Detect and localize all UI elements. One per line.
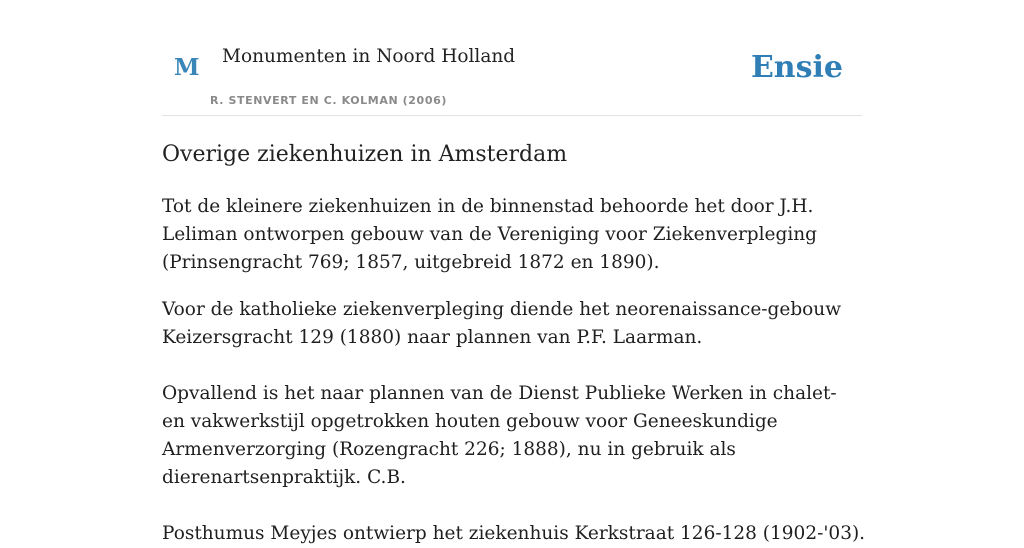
source-author: R. STENVERT EN C. KOLMAN (2006) [210, 94, 447, 107]
article-paragraph: Opvallend is het naar plannen van de Dienst Publieke Werken in chalet- en vakwerkstijl opgetrokken houten gebouw voor Geneeskundige Armenverzorging (Rozengracht 226; 1888), nu in gebruik als dierenartsenpraktijk. C.B. [162, 383, 837, 488]
article-body [162, 140, 866, 548]
article-paragraph: Posthumus Meyjes ontwierp het ziekenhuis Kerkstraat 126-128 (1902-'03). [162, 523, 866, 544]
article-paragraph: Tot de kleinere ziekenhuizen in de binnenstad behoorde het door J.H. Leliman ontworpen gebouw van de Vereniging voor Ziekenverpleging (Prinsengracht 769; 1857, uitgebreid 1872 en 1890). [162, 196, 818, 273]
article-title: Overige ziekenhuizen in Amsterdam [162, 142, 568, 167]
source-logo[interactable]: M [174, 54, 200, 81]
source-title-link[interactable]: Monumenten in Noord Holland [222, 46, 516, 67]
source-header [162, 36, 862, 116]
article-paragraph: Voor de katholieke ziekenverpleging diende het neorenaissance-gebouw Keizersgracht 129 (1880) naar plannen van P.F. Laarman. [162, 299, 842, 348]
ensie-logo[interactable]: Ensie [750, 50, 843, 85]
